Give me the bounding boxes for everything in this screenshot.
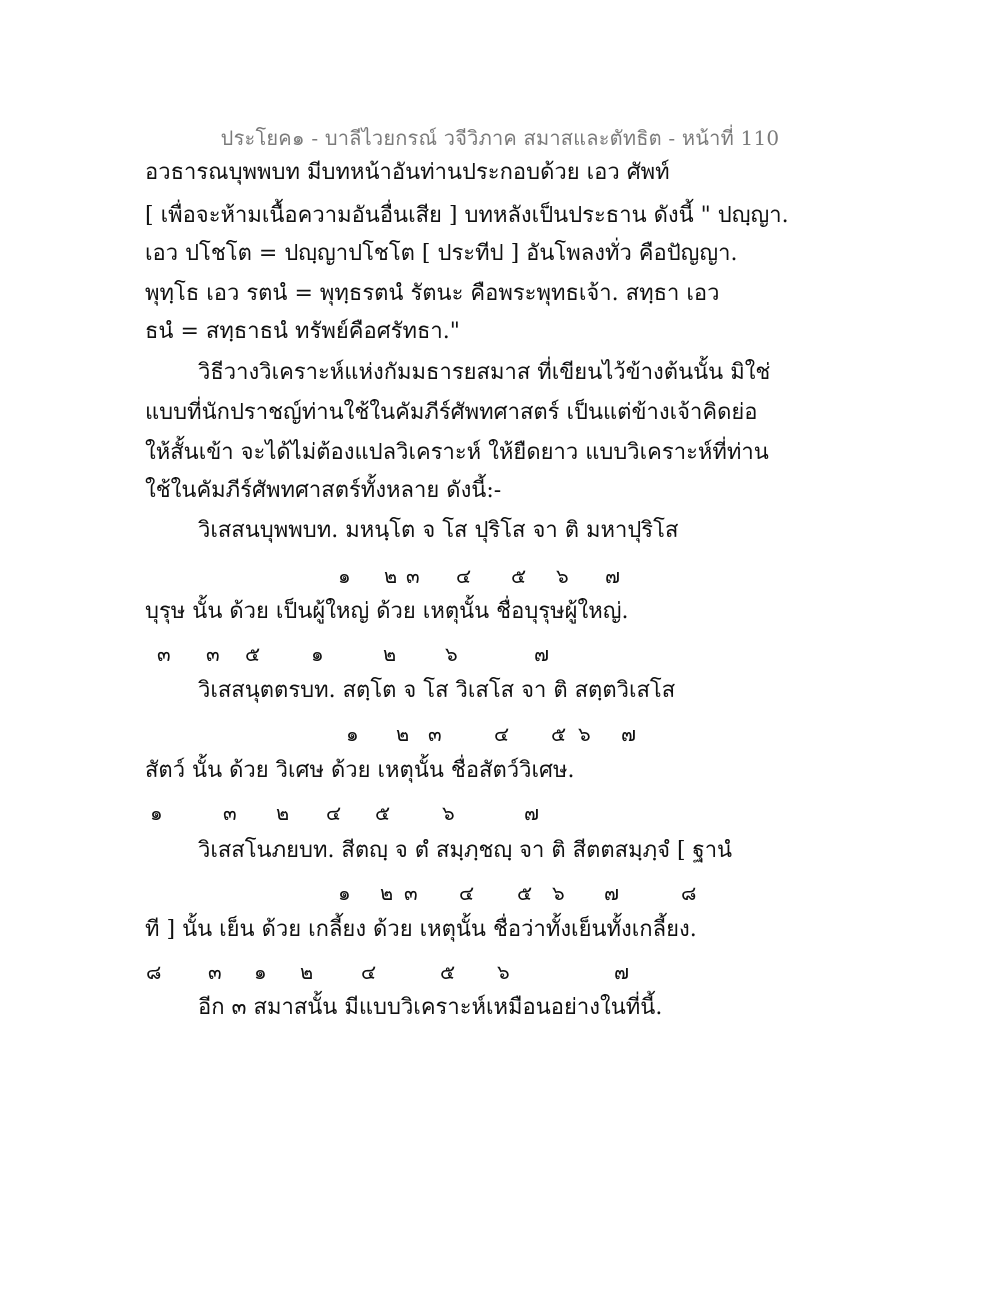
order-number: ๖ (578, 722, 591, 746)
text-line: แบบที่นักปราชญ์ท่านใช้ในคัมภีร์ศัพทศาสตร์ เป็นแต่ข้างเจ้าคิดย่อ (145, 400, 758, 425)
text-line: ธนํ = สทฺธาธนํ ทรัพย์คือศรัทธา." (145, 319, 460, 344)
order-number: ๔ (361, 960, 377, 984)
order-number: ๔ (326, 801, 342, 825)
order-number: ๘ (146, 960, 162, 984)
text-line: [ เพื่อจะห้ามเนื้อความอันอื่นเสีย ] บทหลังเป็นประธาน ดังนี้ " ปญฺญา. (145, 203, 789, 228)
example-line: วิเสสนุตตรบท. สตฺโต จ โส วิเสโส จา ติ สตฺตวิเสโส (198, 678, 676, 703)
order-number: ๗ (605, 564, 621, 588)
order-number: ๗ (621, 722, 637, 746)
order-number: ๔ (456, 564, 472, 588)
text-line: ใช้ในคัมภีร์ศัพทศาสตร์ทั้งหลาย ดังนี้:- (145, 478, 502, 503)
order-number: ๒ (383, 642, 397, 666)
word-order-numbers (0, 797, 1000, 827)
order-number: ๒ (300, 960, 314, 984)
order-number: ๑ (346, 722, 359, 746)
order-number: ๓ (406, 564, 420, 588)
order-number: ๔ (494, 722, 510, 746)
order-number: ๑ (338, 881, 351, 905)
order-number: ๑ (254, 960, 267, 984)
order-number: ๕ (375, 801, 391, 825)
translation-line: สัตว์ นั้น ด้วย วิเศษ ด้วย เหตุนั้น ชื่อสัตว์วิเศษ. (145, 758, 575, 783)
order-number: ๗ (534, 642, 550, 666)
word-order-numbers (0, 560, 1000, 590)
example-line: วิเสสโนภยบท. สีตญฺ จ ตํ สมฺภฺชญฺ จา ติ สีตตสมฺภฺจํ [ ฐานํ (198, 838, 733, 863)
order-number: ๑ (338, 564, 351, 588)
translation-line: ที ] นั้น เย็น ด้วย เกลี้ยง ด้วย เหตุนั้น ชื่อว่าทั้งเย็นทั้งเกลี้ยง. (145, 917, 697, 942)
order-number: ๗ (524, 801, 540, 825)
order-number: ๖ (445, 642, 458, 666)
order-number: ๒ (380, 881, 394, 905)
order-number: ๖ (552, 881, 565, 905)
order-number: ๓ (157, 642, 171, 666)
order-number: ๕ (511, 564, 527, 588)
text-line: พุทฺโธ เอว รตนํ = พุทฺธรตนํ รัตนะ คือพระพุทธเจ้า. สทฺธา เอว (145, 281, 720, 306)
order-number: ๒ (396, 722, 410, 746)
order-number: ๕ (440, 960, 456, 984)
word-order-numbers (0, 638, 1000, 668)
order-number: ๑ (311, 642, 324, 666)
order-number: ๕ (551, 722, 567, 746)
text-line: วิธีวางวิเคราะห์แห่งกัมมธารยสมาส ที่เขียนไว้ข้างต้นนั้น มิใช่ (198, 360, 771, 385)
order-number: ๘ (681, 881, 697, 905)
page-header: ประโยค๑ - บาลีไวยกรณ์ วจีวิภาค สมาสและตัทธิต - หน้าที่ 110 (220, 126, 780, 150)
order-number: ๓ (428, 722, 442, 746)
order-number: ๓ (206, 642, 220, 666)
order-number: ๖ (556, 564, 569, 588)
order-number: ๗ (604, 881, 620, 905)
order-number: ๓ (223, 801, 237, 825)
closing-line: อีก ๓ สมาสนั้น มีแบบวิเคราะห์เหมือนอย่างในที่นี้. (198, 995, 663, 1020)
order-number: ๕ (517, 881, 533, 905)
order-number: ๒ (276, 801, 290, 825)
text-line: ให้สั้นเข้า จะได้ไม่ต้องแปลวิเคราะห์ ให้ยืดยาว แบบวิเคราะห์ที่ท่าน (145, 440, 769, 465)
order-number: ๖ (497, 960, 510, 984)
text-line: เอว ปโชโต = ปญฺญาปโชโต [ ประทีป ] อันโพลงทั่ว คือปัญญา. (145, 241, 738, 266)
order-number: ๓ (404, 881, 418, 905)
order-number: ๒ (384, 564, 398, 588)
order-number: ๑ (150, 801, 163, 825)
example-line: วิเสสนบุพพบท. มหนฺโต จ โส ปุริโส จา ติ มหาปุริโส (198, 518, 679, 543)
order-number: ๓ (208, 960, 222, 984)
order-number: ๔ (459, 881, 475, 905)
word-order-numbers (0, 718, 1000, 748)
text-line: อวธารณบุพพบท มีบทหน้าอันท่านประกอบด้วย เอว ศัพท์ (145, 160, 670, 185)
order-number: ๖ (442, 801, 455, 825)
translation-line: บุรุษ นั้น ด้วย เป็นผู้ใหญ่ ด้วย เหตุนั้น ชื่อบุรุษผู้ใหญ่. (145, 599, 629, 624)
word-order-numbers (0, 877, 1000, 907)
order-number: ๗ (614, 960, 630, 984)
order-number: ๕ (245, 642, 261, 666)
word-order-numbers (0, 956, 1000, 986)
